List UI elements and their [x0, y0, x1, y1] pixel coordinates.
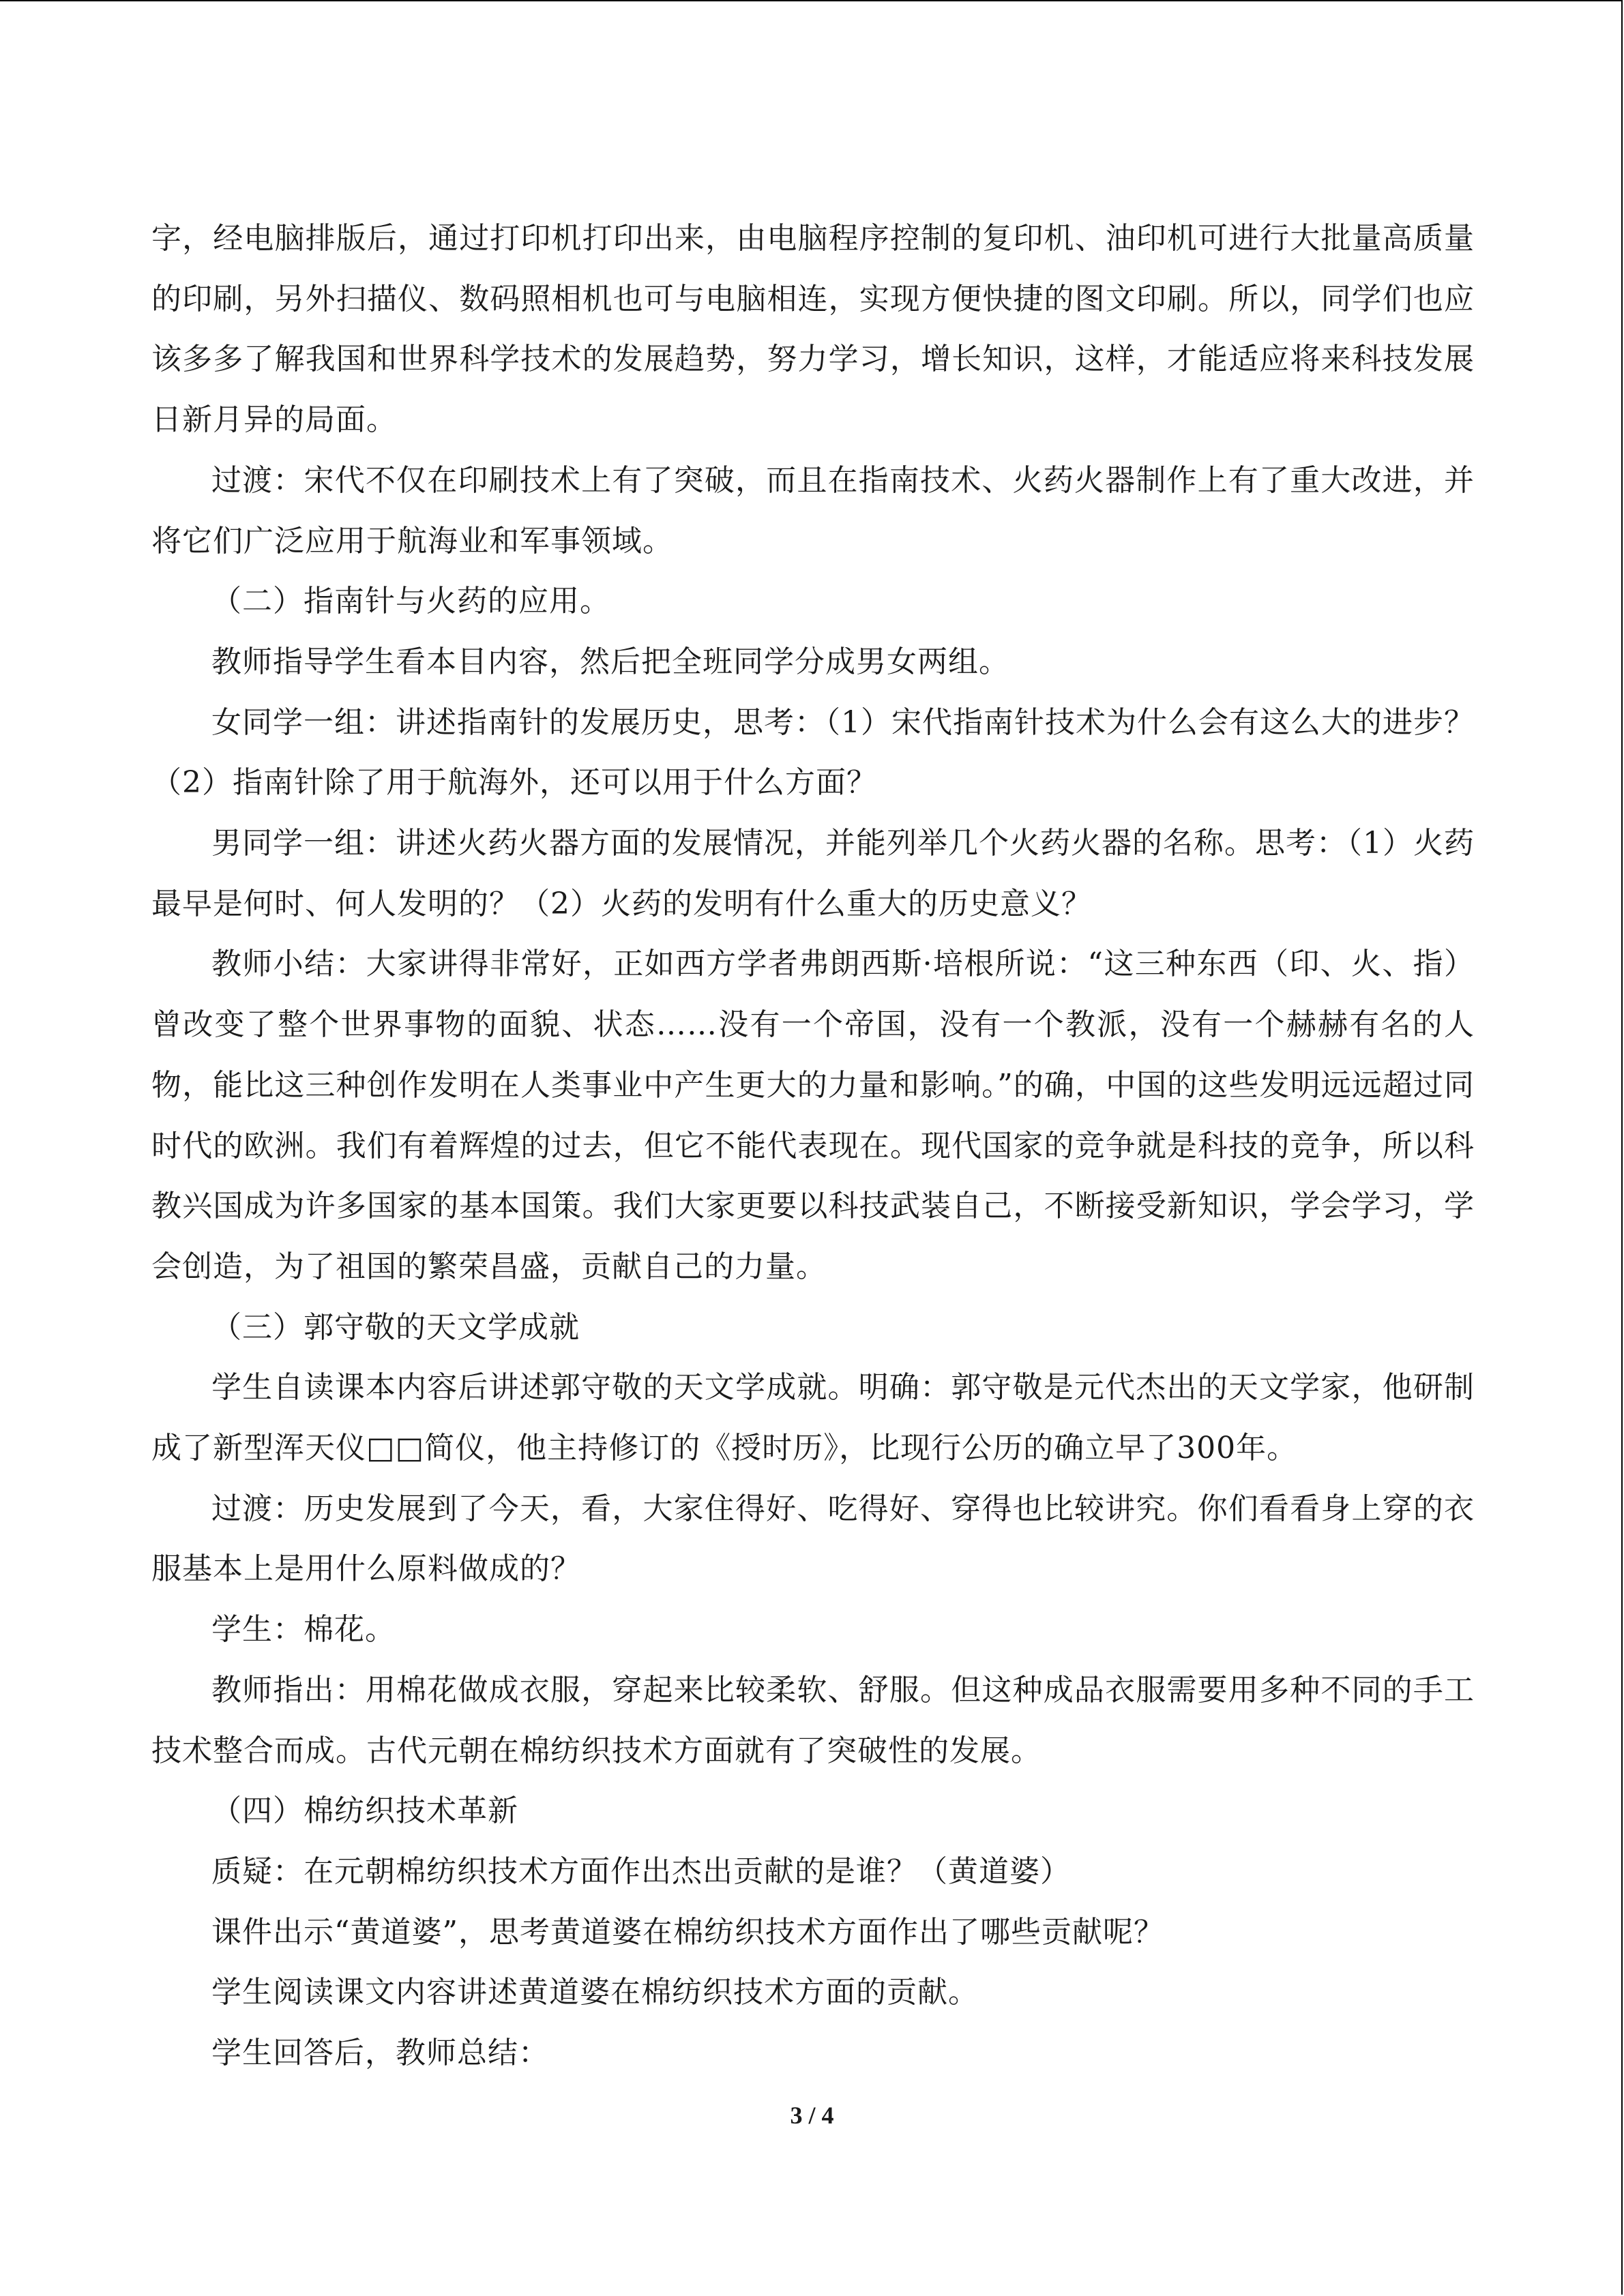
paragraph-teacher-guidance: 教师指导学生看本目内容，然后把全班同学分成男女两组。 [211, 644, 1009, 679]
paragraph-student-reading: 学生阅读课文内容讲述黄道婆在棉纺织技术方面的贡献。 [211, 1975, 979, 2010]
section-heading-guo-shoujing: （三）郭守敬的天文学成就 [211, 1309, 580, 1345]
paragraph-transition-clothing: 过渡：历史发展到了今天，看，大家住得好、吃得好、穿得也比较讲究。你们看看身上穿的衣服基本上是用什么原料做成的？ [151, 1491, 1475, 1587]
section-heading-compass-gunpowder: （二）指南针与火药的应用。 [211, 584, 610, 619]
paragraph-teacher-points-out: 教师指出：用棉花做成衣服，穿起来比较柔软、舒服。但这种成品衣服需要用多种不同的手工技术整合而成。古代元朝在棉纺织技术方面就有了突破性的发展。 [151, 1672, 1475, 1768]
paragraph-teacher-summary: 教师小结：大家讲得非常好，正如西方学者弗朗西斯·培根所说：“这三种东西（印、火、指）曾改变了整个世界事物的面貌、状态……没有一个帝国，没有一个教派，没有一个赫赫有名的人物，能比这三种创作发明在人类事业中产生更大的力量和影响。”的确，中国的这些发明远远超过同时代的欧洲。我们有着辉煌的过去，但它不能代表现在。现代国家的竞争就是科技的竞争，所以科教兴国成为许多国家的基本国策。我们大家更要以科技武装自己，不断接受新知识，学会学习，学会创造，为了祖国的繁荣昌盛，贡献自己的力量。 [151, 946, 1475, 1284]
section-heading-cotton-textile: （四）棉纺织技术革新 [211, 1793, 518, 1829]
document-body [151, 209, 1475, 2084]
page-number: 3 / 4 [790, 2102, 834, 2129]
paragraph-question: 质疑：在元朝棉纺织技术方面作出杰出贡献的是谁？（黄道婆） [211, 1853, 1071, 1889]
paragraph-girls-group: 女同学一组：讲述指南针的发展历史，思考：（1）宋代指南针技术为什么会有这么大的进步？（2）指南针除了用于航海外，还可以用于什么方面？ [151, 704, 1475, 801]
paragraph-teacher-conclusion: 学生回答后，教师总结： [211, 2036, 549, 2071]
paragraph-student-answer: 学生：棉花。 [211, 1612, 396, 1648]
paragraph-continuation: 字，经电脑排版后，通过打印机打印出来，由电脑程序控制的复印机、油印机可进行大批量高质量的印刷，另外扫描仪、数码照相机也可与电脑相连，实现方便快捷的图文印刷。所以，同学们也应该多多了解我国和世界科学技术的发展趋势，努力学习，增长知识，这样，才能适应将来科技发展日新月异的局面。 [151, 221, 1475, 438]
paragraph-guo-shoujing: 学生自读课本内容后讲述郭守敬的天文学成就。明确：郭守敬是元代杰出的天文学家，他研制成了新型浑天仪□□简仪，他主持修订的《授时历》，比现行公历的确立早了300年。 [151, 1370, 1475, 1466]
paragraph-boys-group: 男同学一组：讲述火药火器方面的发展情况，并能列举几个火药火器的名称。思考：（1）火药最早是何时、何人发明的？（2）火药的发明有什么重大的历史意义？ [151, 826, 1475, 921]
paragraph-transition-song: 过渡：宋代不仅在印刷技术上有了突破，而且在指南技术、火药火器制作上有了重大改进，并将它们广泛应用于航海业和军事领域。 [151, 462, 1475, 558]
paragraph-courseware: 课件出示“黄道婆”，思考黄道婆在棉纺织技术方面作出了哪些贡献呢？ [211, 1914, 1164, 1950]
